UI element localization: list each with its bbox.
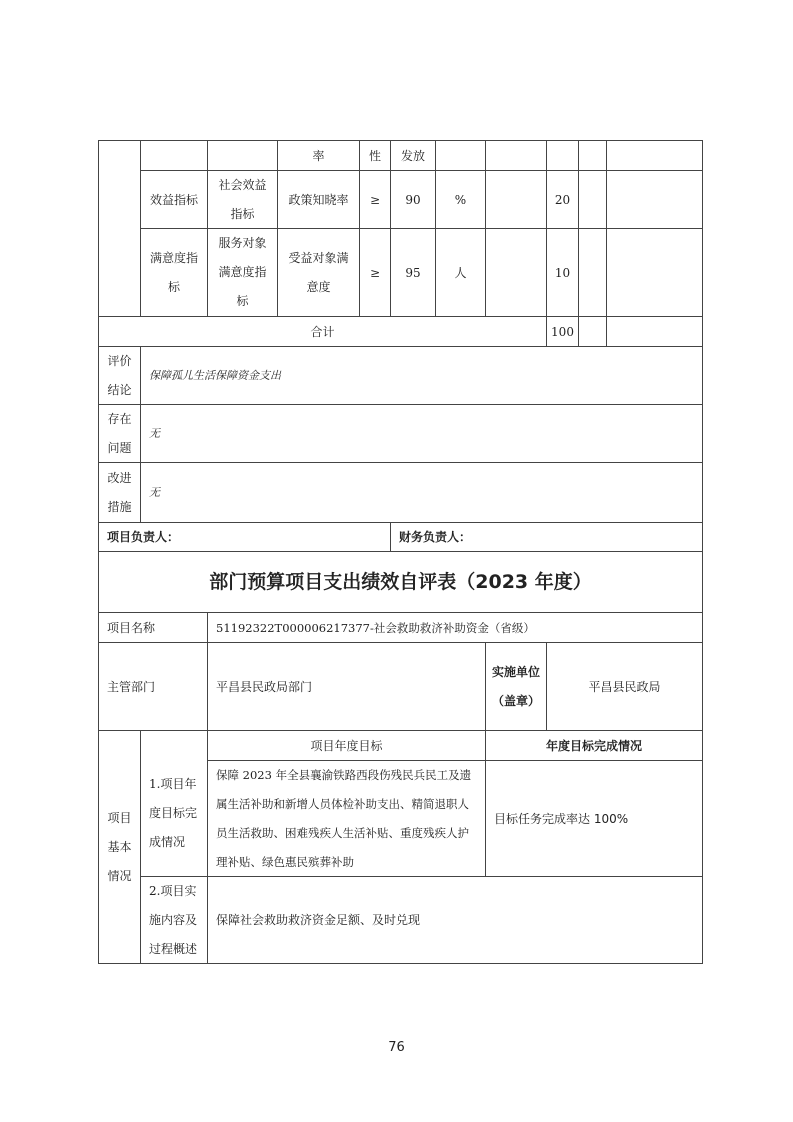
text: 发放: [400, 148, 425, 163]
impl-unit-value: [546, 642, 703, 731]
text: 平昌县民政局部门: [216, 679, 313, 694]
cell-empty: [435, 140, 486, 171]
benefit-operator: [359, 170, 391, 229]
total-label: [98, 316, 547, 347]
text: 1.项目年度目标完成情况: [149, 777, 198, 849]
text: 100: [551, 324, 574, 339]
basic-info-label: [98, 730, 141, 964]
text: 51192322T000006217377-社会救助救济补助资金（省级）: [216, 620, 535, 635]
satisfaction-score: [578, 228, 607, 317]
department-label: [98, 642, 208, 731]
satisfaction-operator: [359, 228, 391, 317]
continued-target-tail: [390, 140, 436, 171]
text: 保障孤儿生活保障资金支出: [149, 368, 281, 382]
satisfaction-indicator: [277, 228, 360, 317]
completion-text: [485, 760, 703, 877]
text: 主管部门: [107, 679, 156, 694]
text: 实施单位（盖章）: [492, 664, 541, 708]
annual-goal-header: [207, 730, 486, 761]
benefit-indicator: [277, 170, 360, 229]
benefit-remark: [606, 170, 703, 229]
text: %: [454, 192, 467, 207]
text: 2.项目实施内容及过程概述: [149, 883, 198, 956]
conclusion-text: [140, 346, 703, 405]
text: 效益指标: [149, 192, 198, 207]
impl-unit-label: [485, 642, 547, 731]
annual-goal-label: [140, 730, 208, 877]
project-name-label: [98, 612, 208, 643]
text: 存在问题: [107, 411, 132, 455]
total-score: [578, 316, 607, 347]
text: 社会效益指标: [218, 177, 267, 221]
text: 政策知晓率: [288, 192, 349, 207]
text: 无: [149, 426, 160, 440]
continued-operator-tail: [359, 140, 391, 171]
cell-empty: [578, 140, 607, 171]
text: 目标任务完成率达 100%: [494, 811, 629, 826]
text: 10: [554, 265, 571, 280]
text: 部门预算项目支出绩效自评表（2023 年度）: [209, 571, 592, 593]
text: 率: [312, 148, 325, 163]
total-weight: [546, 316, 579, 347]
page-number: 76: [388, 1040, 405, 1055]
text: 平昌县民政局: [588, 679, 661, 694]
continued-indicator-tail: [277, 140, 360, 171]
text: 满意度指标: [149, 250, 198, 294]
benefit-weight: [546, 170, 579, 229]
cell-empty: [546, 140, 579, 171]
cell-empty: [485, 140, 547, 171]
text: 受益对象满意度: [288, 250, 349, 294]
department-value: [207, 642, 486, 731]
text: 服务对象满意度指标: [218, 236, 267, 308]
project-name-value: [207, 612, 703, 643]
text: ≥: [369, 192, 381, 207]
conclusion-label: [98, 346, 141, 405]
text: 项目基本情况: [107, 810, 132, 883]
problems-label: [98, 404, 141, 463]
text: 20: [554, 192, 571, 207]
benefit-actual: [485, 170, 547, 229]
satisfaction-unit: [435, 228, 486, 317]
completion-header: [485, 730, 703, 761]
satisfaction-actual: [485, 228, 547, 317]
benefit-level3: [207, 170, 278, 229]
text: 改进措施: [107, 470, 132, 514]
text: 无: [149, 485, 160, 499]
benefit-target: [390, 170, 436, 229]
satisfaction-remark: [606, 228, 703, 317]
total-remark: [606, 316, 703, 347]
measures-text: [140, 462, 703, 523]
benefit-level2: [140, 170, 208, 229]
benefit-unit: [435, 170, 486, 229]
text: 性: [368, 148, 381, 163]
implementation-text: [207, 876, 703, 964]
cell-empty: [140, 140, 208, 171]
text: 评价结论: [107, 353, 132, 397]
text: 95: [405, 265, 421, 280]
cell-empty: [207, 140, 278, 171]
text: 人: [454, 265, 467, 280]
project-lead: [98, 522, 391, 552]
form-title: [98, 551, 703, 613]
text: 项目年度目标: [310, 738, 383, 753]
text: 保障 2023 年全县襄渝铁路西段伤残民兵民工及遗属生活补助和新增人员体检补助支出、精简退职人员生活救助、困难残疾人生活补贴、重度残疾人护理补贴、绿色惠民殡葬补助: [216, 767, 472, 869]
problems-text: [140, 404, 703, 463]
annual-goal-text: [207, 760, 486, 877]
finance-lead: [390, 522, 703, 552]
measures-label: [98, 462, 141, 523]
cell-empty: [606, 140, 703, 171]
text: 项目名称: [107, 620, 156, 635]
text: 项目负责人：: [107, 530, 180, 544]
satisfaction-weight: [546, 228, 579, 317]
benefit-score: [578, 170, 607, 229]
satisfaction-level3: [207, 228, 278, 317]
text: 年度目标完成情况: [545, 738, 642, 753]
text: 合计: [310, 324, 335, 339]
text: ≥: [369, 265, 381, 280]
text: 90: [405, 192, 421, 207]
satisfaction-level2: [140, 228, 208, 317]
implementation-label: [140, 876, 208, 964]
satisfaction-target: [390, 228, 436, 317]
text: 保障社会救助救济资金足额、及时兑现: [216, 913, 421, 927]
text: 财务负责人：: [399, 530, 472, 544]
